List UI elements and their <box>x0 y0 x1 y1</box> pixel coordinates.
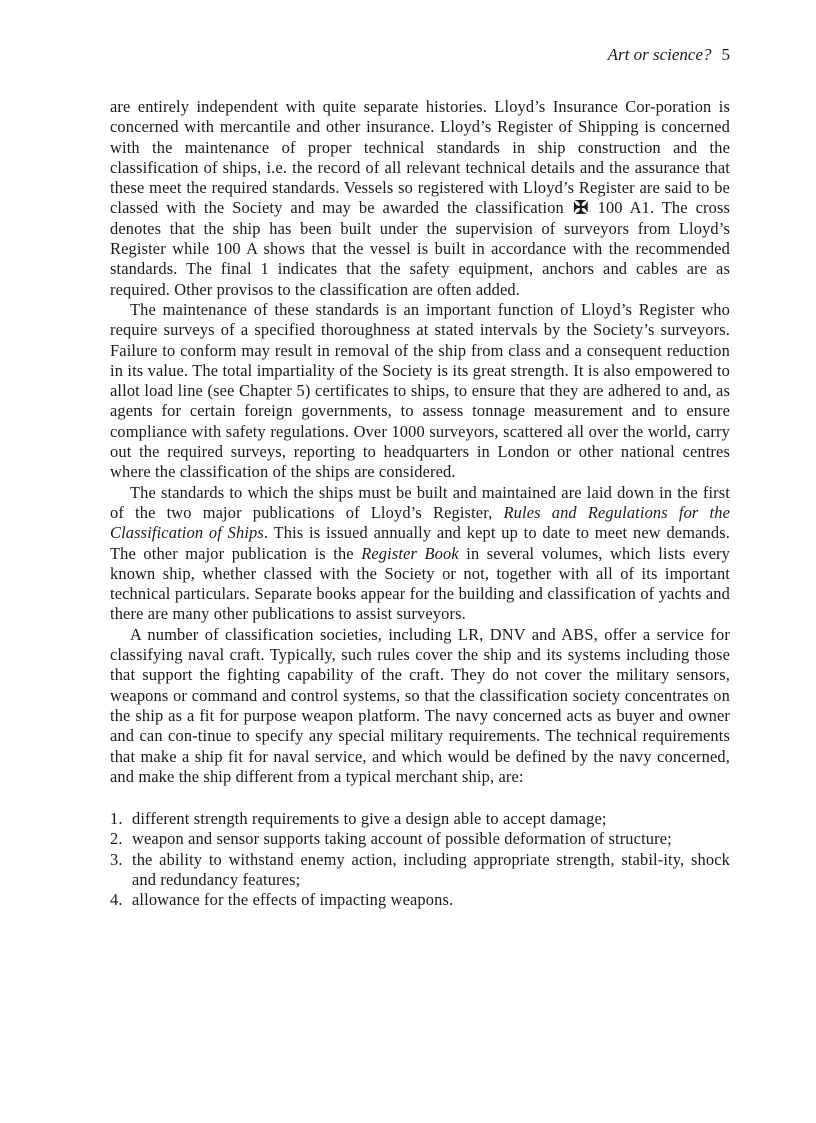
body-text <box>110 97 730 911</box>
list-item <box>110 890 730 910</box>
list-item-text: the ability to withstand enemy action, including appropriate strength, stabil-ity, shock and redundancy features; <box>132 849 730 889</box>
list-item-number: 1. <box>110 809 123 829</box>
register-book-title: Register Book <box>361 543 459 563</box>
list-item <box>110 850 730 891</box>
list-item-text: allowance for the effects of impacting weapons. <box>132 890 454 910</box>
paragraph-1-part-b: 100 A1. The cross denotes that the ship has been built under the supervision of surveyors from Lloyd’s Register while 100 A shows that the vessel is built in accordance with the recommended standards. The final 1 indicates that the safety equipment, anchors and cables are as required. Other provisos to the classification are often added. <box>110 198 731 299</box>
paragraph-3-part-a: The standards to which the ships must be built and maintained are laid down in the first of the two major publications of Lloyd’s Register, <box>110 482 730 522</box>
paragraph-2: The maintenance of these standards is an important function of Lloyd’s Register who require surveys of a specified thoroughness at stated intervals by the Society’s surveyors. Failure to conform may result in removal of the ship from class and a consequent reduction in its value. The total impartiality of the Society is its great strength. It is also empowered to allot load line (see Chapter 5) certificates to ships, to ensure that they are adhered to and, as agents for certain foreign governments, to assess tonnage measurement and to ensure compliance with safety regulations. Over 1000 surveyors, scattered all over the world, carry out the required surveys, reporting to headquarters in London or other national centres where the classification of the ships are considered. <box>110 299 730 482</box>
chapter-title: Art or science? <box>607 45 712 64</box>
list-item-number: 4. <box>110 890 123 910</box>
paragraph-3-part-c: in several volumes, which lists every known ship, whether classed with the Society or not, together with all of its important technical particulars. Separate books appear for the building and classification of yachts and there are many other publications to assist surveyors. <box>110 543 730 624</box>
paragraph-1 <box>110 97 730 300</box>
paragraph-4: A number of classification societies, including LR, DNV and ABS, offer a service for classifying naval craft. Typically, such rules cover the ship and its systems including those that support the fighting capability of the craft. They do not cover the military sensors, weapons or command and control systems, so that the classification society concentrates on the ship as a fit for purpose weapon platform. The navy concerned acts as buyer and owner and can con-tinue to specify any special military requirements. The technical requirements that make a ship fit for naval service, and which would be defined by the navy concerned, and make the ship different from a typical merchant ship, are: <box>110 624 730 786</box>
list-item <box>110 829 730 849</box>
list-item <box>110 809 730 829</box>
paragraph-3 <box>110 483 730 625</box>
naval-requirements-list <box>110 809 730 910</box>
paragraph-3-part-b: . This is issued annually and kept up to date to meet new demands. The other major publication is the <box>110 523 731 563</box>
running-head <box>608 44 730 66</box>
list-item-text: weapon and sensor supports taking account of possible deformation of structure; <box>132 829 672 849</box>
maltese-cross-icon: ✠ <box>573 197 589 219</box>
list-item-number: 3. <box>110 849 123 869</box>
page-number: 5 <box>721 45 730 64</box>
list-item-number: 2. <box>110 829 123 849</box>
rules-publication-title: Rules and Regulations for the Classification of Ships <box>110 502 730 543</box>
paragraph-1-part-a: are entirely independent with quite separate histories. Lloyd’s Insurance Cor-poration is concerned with mercantile and other insurance. Lloyd’s Register of Shipping is concerned with the maintenance of proper technical standards in ship construction and the classification of ships, i.e. the record of all relevant technical details and the assurance that these meet the required standards. Vessels so registered with Lloyd’s Register are said to be classed with the Society and may be awarded the classification <box>110 97 730 218</box>
list-item-text: different strength requirements to give a design able to accept damage; <box>132 809 607 829</box>
